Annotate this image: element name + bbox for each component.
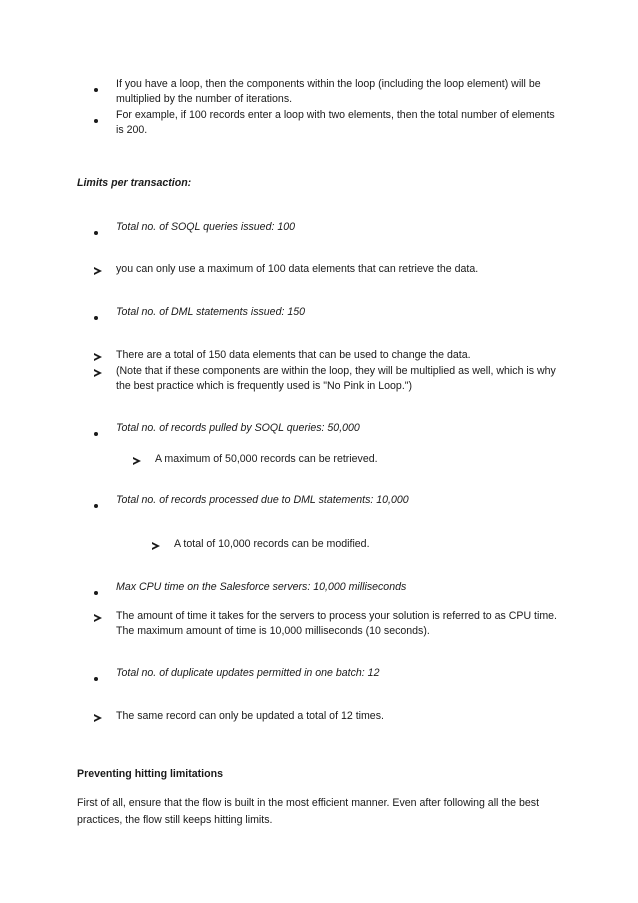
arrow-bullet-icon	[133, 457, 141, 465]
bullet-dot-icon	[94, 119, 98, 123]
note-text: (Note that if these components are within the loop, they will be multiplied as well, which is why the best practice which is frequently used is "No Pink in Loop.")	[116, 365, 556, 393]
note-text: The same record can only be updated a total of 12 times.	[116, 710, 384, 722]
bullet-dot-icon	[94, 591, 98, 595]
bullet-dot-icon	[94, 432, 98, 436]
limits-heading: Limits per transaction:	[77, 177, 192, 189]
note-text: A maximum of 50,000 records can be retrieved.	[155, 453, 378, 465]
prevent-heading: Preventing hitting limitations	[77, 768, 223, 780]
bullet-dot-icon	[94, 504, 98, 508]
list-item-text: For example, if 100 records enter a loop with two elements, then the total number of elements is 200.	[116, 109, 555, 137]
limit-label: Total no. of records processed due to DML statements: 10,000	[116, 494, 409, 506]
note-text: There are a total of 150 data elements that can be used to change the data.	[116, 349, 471, 361]
arrow-bullet-icon	[94, 353, 102, 361]
note-text: you can only use a maximum of 100 data elements that can retrieve the data.	[116, 263, 479, 275]
limit-label: Max CPU time on the Salesforce servers: 10,000 milliseconds	[116, 581, 407, 593]
arrow-bullet-icon	[94, 614, 102, 622]
bullet-dot-icon	[94, 316, 98, 320]
limit-label: Total no. of SOQL queries issued: 100	[116, 221, 296, 233]
bullet-dot-icon	[94, 88, 98, 92]
bullet-dot-icon	[94, 677, 98, 681]
list-item-text: If you have a loop, then the components within the loop (including the loop element) will be multiplied by the number of iterations.	[116, 78, 541, 106]
bullet-dot-icon	[94, 231, 98, 235]
arrow-bullet-icon	[94, 714, 102, 722]
arrow-bullet-icon	[94, 267, 102, 275]
arrow-bullet-icon	[94, 369, 102, 377]
arrow-bullet-icon	[152, 542, 160, 550]
note-text: The amount of time it takes for the servers to process your solution is referred to as CPU time. The maximum amount of time is 10,000 milliseconds (10 seconds).	[116, 610, 557, 638]
limit-label: Total no. of DML statements issued: 150	[116, 306, 306, 318]
limit-label: Total no. of records pulled by SOQL queries: 50,000	[116, 422, 360, 434]
prevent-paragraph: First of all, ensure that the flow is built in the most efficient manner. Even after following all the best practices, the flow still keeps hitting limits.	[77, 797, 540, 827]
note-text: A total of 10,000 records can be modified.	[174, 538, 370, 550]
limit-label: Total no. of duplicate updates permitted in one batch: 12	[116, 667, 380, 679]
